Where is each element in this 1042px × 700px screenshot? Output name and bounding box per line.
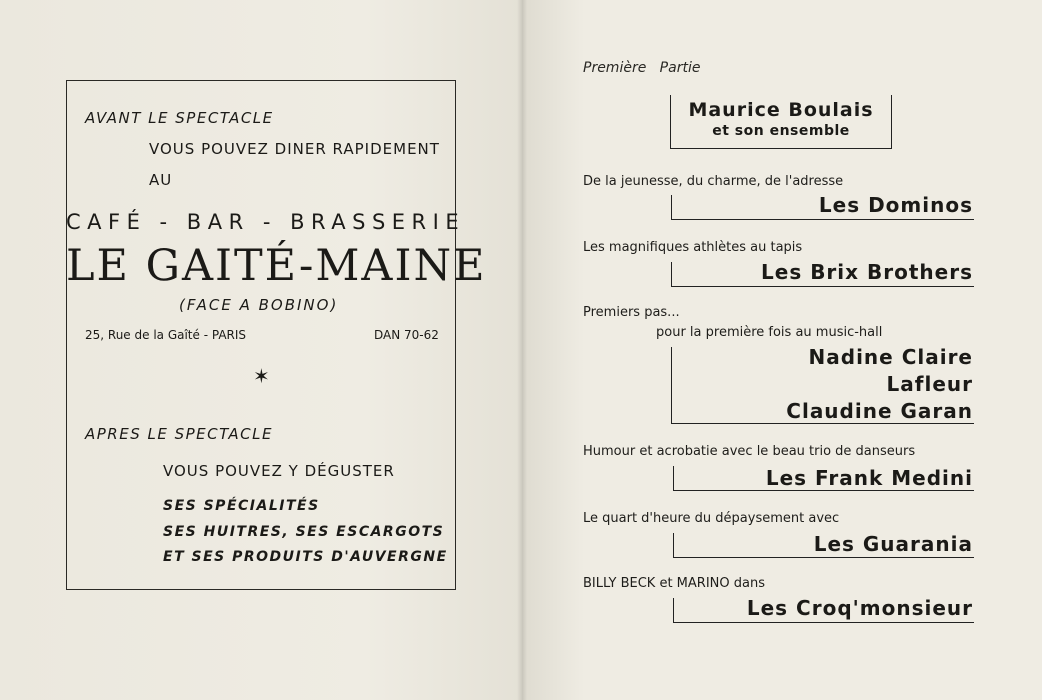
- act-intro: BILLY BECK et MARINO dans: [583, 576, 765, 591]
- headliner-box: [670, 95, 892, 149]
- cafe-bar-brasserie: CAFÉ - BAR - BRASSERIE: [66, 210, 466, 234]
- headliner-sub: et son ensemble: [712, 123, 850, 139]
- restaurant-ad: [66, 80, 487, 590]
- diner-text: VOUS POUVEZ DINER RAPIDEMENT: [149, 140, 440, 158]
- programme-section-title: Première Partie: [583, 60, 701, 76]
- act-intro-2: pour la première fois au music-hall: [656, 325, 883, 340]
- act-name: Lafleur: [886, 372, 973, 396]
- act-name: Claudine Garan: [786, 399, 973, 423]
- act-name: Les Brix Brothers: [761, 260, 973, 284]
- act-name: Les Guarania: [813, 532, 973, 556]
- page-fold: [517, 0, 527, 700]
- au-text: AU: [149, 171, 173, 189]
- restaurant-name: LE GAITÉ-MAINE: [66, 241, 487, 291]
- act-name: Les Dominos: [818, 193, 973, 217]
- act-name: Les Frank Medini: [765, 466, 973, 490]
- act-intro: De la jeunesse, du charme, de l'adresse: [583, 174, 844, 189]
- act-intro: Le quart d'heure du dépaysement avec: [583, 511, 840, 526]
- avant-text: AVANT LE SPECTACLE: [85, 109, 274, 127]
- star-ornament: ✶: [253, 364, 270, 388]
- act-name: Nadine Claire: [808, 345, 973, 369]
- act-intro: Premiers pas...: [583, 305, 680, 320]
- headliner-name: Maurice Boulais: [688, 99, 874, 121]
- speciality-3: ET SES PRODUITS D'AUVERGNE: [163, 549, 448, 565]
- phone: DAN 70-62: [374, 328, 439, 342]
- speciality-2: SES HUITRES, SES ESCARGOTS: [163, 524, 445, 540]
- act-name: Les Croq'monsieur: [746, 596, 973, 620]
- act-intro: Les magnifiques athlètes au tapis: [583, 240, 803, 255]
- speciality-1: SES SPÉCIALITÉS: [163, 498, 320, 514]
- apres-text: APRES LE SPECTACLE: [85, 425, 273, 443]
- act-intro: Humour et acrobatie avec le beau trio de danseurs: [583, 444, 916, 459]
- face-bobino: (FACE A BOBINO): [179, 296, 339, 314]
- address: 25, Rue de la Gaîté - PARIS: [85, 328, 247, 342]
- deguster-text: VOUS POUVEZ Y DÉGUSTER: [163, 462, 395, 480]
